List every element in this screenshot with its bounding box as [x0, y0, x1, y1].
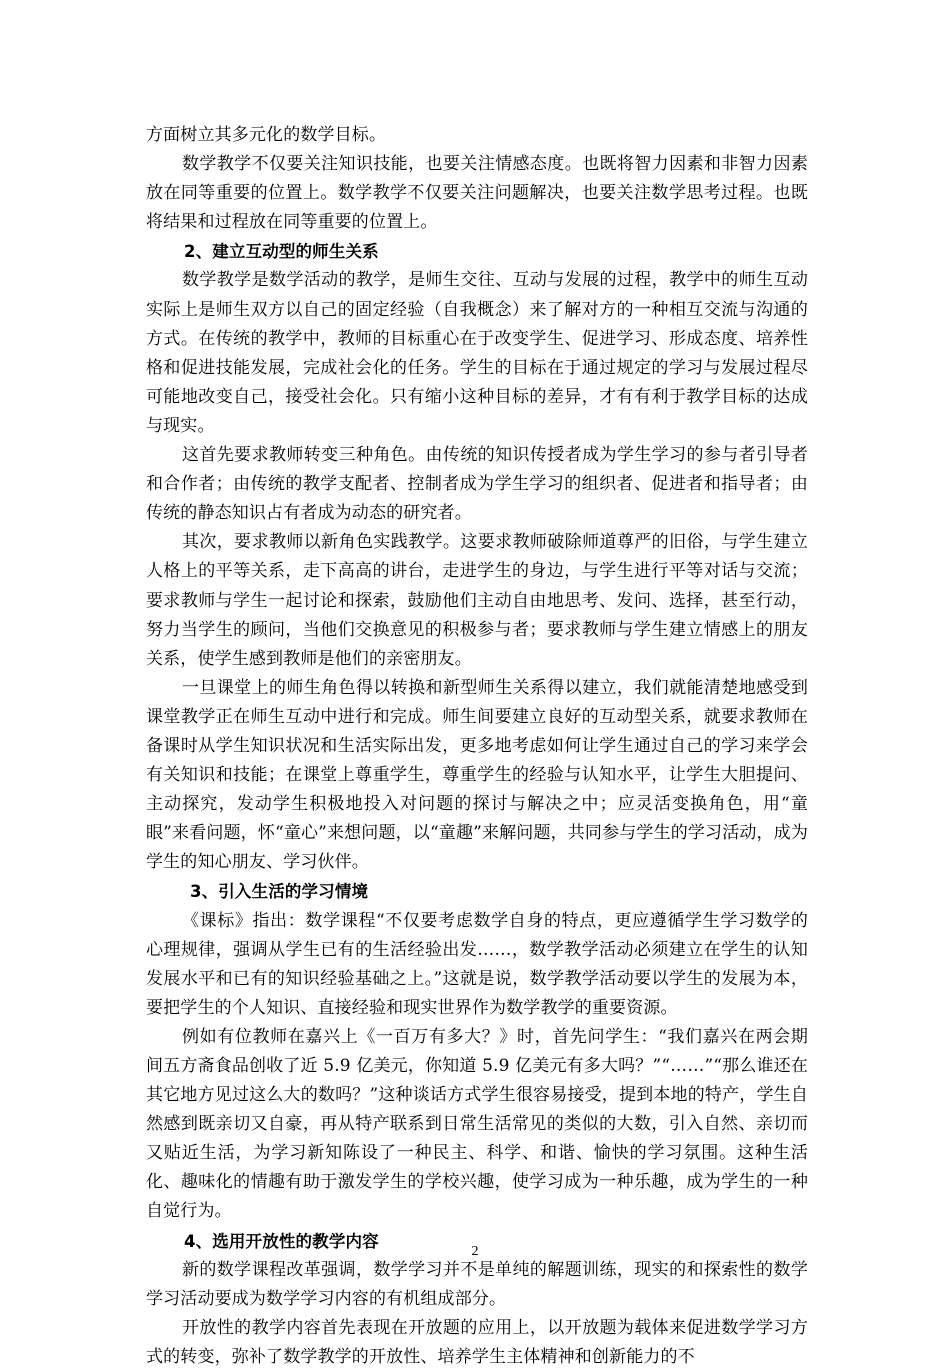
document-body [146, 121, 808, 1372]
paragraph: 《课标》指出：数学课程“不仅要考虑数学自身的特点，更应遵循学生学习数学的心理规律，强调从学生已有的生活经验出发……，数学教学活动必须建立在学生的认知发展水平和已有的知识经验基础之上。”这就是说，数学教学活动要以学生的发展为本，要把学生的个人知识、直接经验和现实世界作为数学教学的重要资源。 [146, 910, 808, 1018]
paragraph: 新的数学课程改革强调，数学学习并不是单纯的解题训练，现实的和探索性的数学学习活动要成为数学学习内容的有机组成部分。 [146, 1259, 808, 1309]
paragraph: 数学教学不仅要关注知识技能，也要关注情感态度。也既将智力因素和非智力因素放在同等重要的位置上。数学教学不仅要关注问题解决，也要关注数学思考过程。也既将结果和过程放在同等重要的位置上。 [146, 154, 808, 233]
section-heading: 4、选用开放性的教学内容 [184, 1231, 379, 1251]
paragraph: 这首先要求教师转变三种角色。由传统的知识传授者成为学生学习的参与者引导者和合作者；由传统的教学支配者、控制者成为学生学习的组织者、促进者和指导者；由传统的静态知识占有者成为动态的研究者。 [146, 445, 808, 524]
paragraph: 例如有位教师在嘉兴上《一百万有多大？》时，首先问学生：“我们嘉兴在两会期间五方斋食品创收了近 5.9 亿美元，你知道 5.9 亿美元有多大吗？”“……”“那么谁还在其它地方见过这么大的数吗？”这种谈话方式学生很容易接受，提到本地的特产，学生自然感到既亲切又自豪，再从特产联系到日常生活常见的类似的大数，引入自然、亲切而又贴近生活，为学习新知陈设了一种民主、科学、和谐、愉快的学习氛围。这种生活化、趣味化的情趣有助于激发学生的学校兴趣，使学习成为一种乐趣，成为学生的一种自觉行为。 [146, 1026, 808, 1222]
paragraph: 其次，要求教师以新角色实践教学。这要求教师破除师道尊严的旧俗，与学生建立人格上的平等关系，走下高高的讲台，走进学生的身边，与学生进行平等对话与交流；要求教师与学生一起讨论和探索，鼓励他们主动自由地思考、发问、选择，甚至行动，努力当学生的顾问，当他们交换意见的积极参与者；要求教师与学生建立情感上的朋友关系，使学生感到教师是他们的亲密朋友。 [146, 532, 808, 669]
paragraph: 一旦课堂上的师生角色得以转换和新型师生关系得以建立，我们就能清楚地感受到课堂教学正在师生互动中进行和完成。师生间要建立良好的互动型关系，就要求教师在备课时从学生知识状况和生活实际出发，更多地考虑如何让学生通过自己的学习来学会有关知识和技能；在课堂上尊重学生，尊重学生的经验与认知水平，让学生大胆提问、主动探究，发动学生积极地投入对问题的探讨与解决之中；应灵活变换角色，用“童眼”来看问题，怀“童心”来想问题，以“童趣”来解问题，共同参与学生的学习活动，成为学生的知心朋友、学习伙伴。 [146, 677, 808, 873]
paragraph-continuation: 方面树立其多元化的数学目标。 [146, 125, 387, 145]
section-heading: 3、引入生活的学习情境 [190, 882, 369, 902]
page-number: 2 [471, 1244, 479, 1259]
paragraph: 开放性的教学内容首先表现在开放题的应用上，以开放题为载体来促进数学学习方式的转变，弥补了数学教学的开放性、培养学生主体精神和创新能力的不 [146, 1317, 808, 1367]
paragraph: 数学教学是数学活动的教学，是师生交往、互动与发展的过程，教学中的师生互动实际上是师生双方以自己的固定经验（自我概念）来了解对方的一种相互交流与沟通的方式。在传统的教学中，教师的目标重心在于改变学生、促进学习、形成态度、培养性格和促进技能发展，完成社会化的任务。学生的目标在于通过规定的学习与发展过程尽可能地改变自己，接受社会化。只有缩小这种目标的差异，才有有利于教学目标的达成与现实。 [146, 270, 808, 436]
section-heading: 2、建立互动型的师生关系 [184, 242, 379, 262]
